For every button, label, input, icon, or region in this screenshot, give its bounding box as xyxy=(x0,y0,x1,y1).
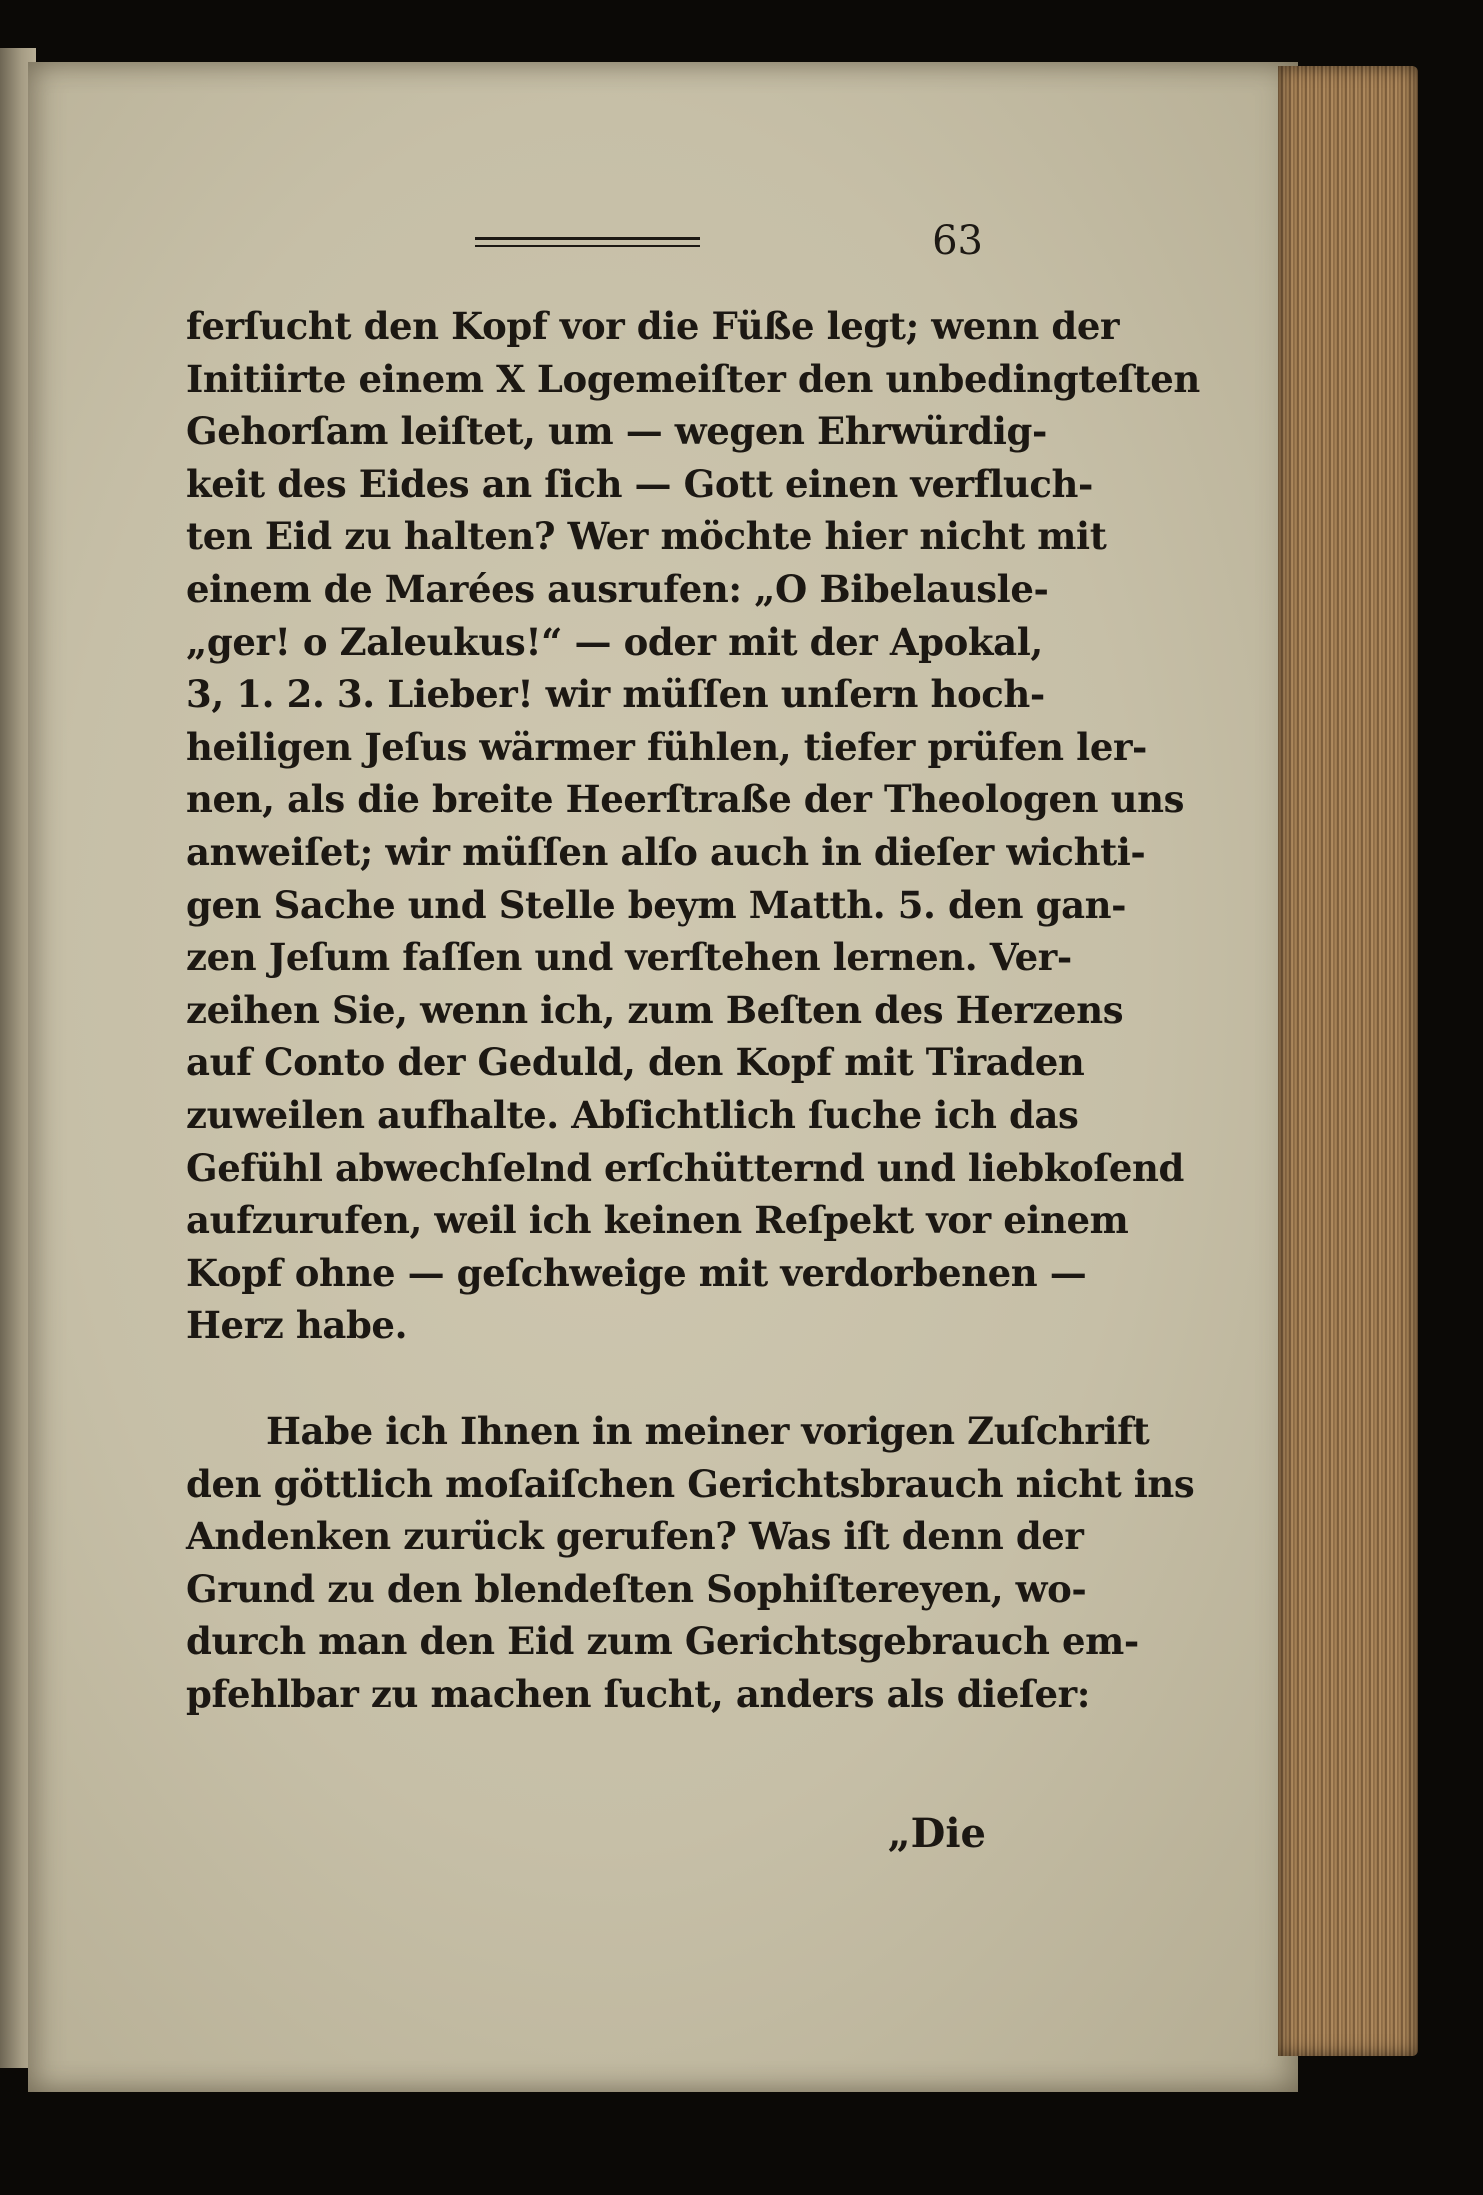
text-line: zuweilen aufhalte. Abſichtlich ſuche ich das xyxy=(186,1092,1079,1137)
text-line: keit des Eides an ſich — Gott einen verfluch- xyxy=(186,461,1093,506)
text-line: Gehorſam leiſtet, um — wegen Ehrwürdig- xyxy=(186,409,1047,454)
text-line: durch man den Eid zum Gerichtsgebrauch em- xyxy=(186,1619,1139,1664)
page-number: 63 xyxy=(932,218,983,264)
text-line: ten Eid zu halten? Wer möchte hier nicht mit xyxy=(186,514,1107,559)
text-line: zeihen Sie, wenn ich, zum Beſten des Herzens xyxy=(186,987,1124,1032)
text-line: auf Conto der Geduld, den Kopf mit Tiraden xyxy=(186,1040,1085,1085)
paragraph-1 xyxy=(186,300,1200,1352)
text-line: Andenken zurück gerufen? Was iſt denn der xyxy=(186,1514,1084,1559)
text-line: einem de Marées ausrufen: „O Bibelausle- xyxy=(186,566,1049,611)
text-line: Grund zu den blendeſten Sophiſtereyen, wo- xyxy=(186,1566,1087,1611)
catchword: „Die xyxy=(887,1810,986,1857)
page-block-edges xyxy=(1278,66,1418,2056)
text-line: den göttlich moſaiſchen Gerichtsbrauch nicht ins xyxy=(186,1461,1195,1506)
text-line: heiligen Jeſus wärmer fühlen, tiefer prüfen ler- xyxy=(186,724,1148,769)
text-line: „ger! o Zaleukus!“ — oder mit der Apokal, xyxy=(186,619,1043,664)
paragraph-2 xyxy=(186,1405,1195,1721)
text-line: zen Jeſum faſſen und verſtehen lernen. Ver- xyxy=(186,935,1072,980)
text-line: pfehlbar zu machen ſucht, anders als dieſer: xyxy=(186,1671,1090,1716)
text-line: 3, 1. 2. 3. Lieber! wir müſſen unſern hoch- xyxy=(186,672,1045,717)
text-line: Gefühl abwechſelnd erſchütternd und liebkoſend xyxy=(186,1145,1184,1190)
header-rule xyxy=(475,237,700,247)
text-line: nen, als die breite Heerſtraße der Theologen uns xyxy=(186,777,1185,822)
text-line: ferſucht den Kopf vor die Füße legt; wenn der xyxy=(186,304,1120,348)
text-line: gen Sache und Stelle beym Matth. 5. den gan- xyxy=(186,882,1127,927)
text-line: anweiſet; wir müſſen alſo auch in dieſer wichti- xyxy=(186,829,1146,874)
text-line: Kopf ohne — geſchweige mit verdorbenen — xyxy=(186,1250,1087,1295)
text-line: Habe ich Ihnen in meiner vorigen Zuſchrift xyxy=(266,1409,1150,1453)
text-line: Herz habe. xyxy=(186,1303,408,1348)
text-line: Initiirte einem X Logemeiſter den unbedingteſten xyxy=(186,356,1200,401)
text-line: aufzurufen, weil ich keinen Reſpekt vor einem xyxy=(186,1198,1129,1243)
